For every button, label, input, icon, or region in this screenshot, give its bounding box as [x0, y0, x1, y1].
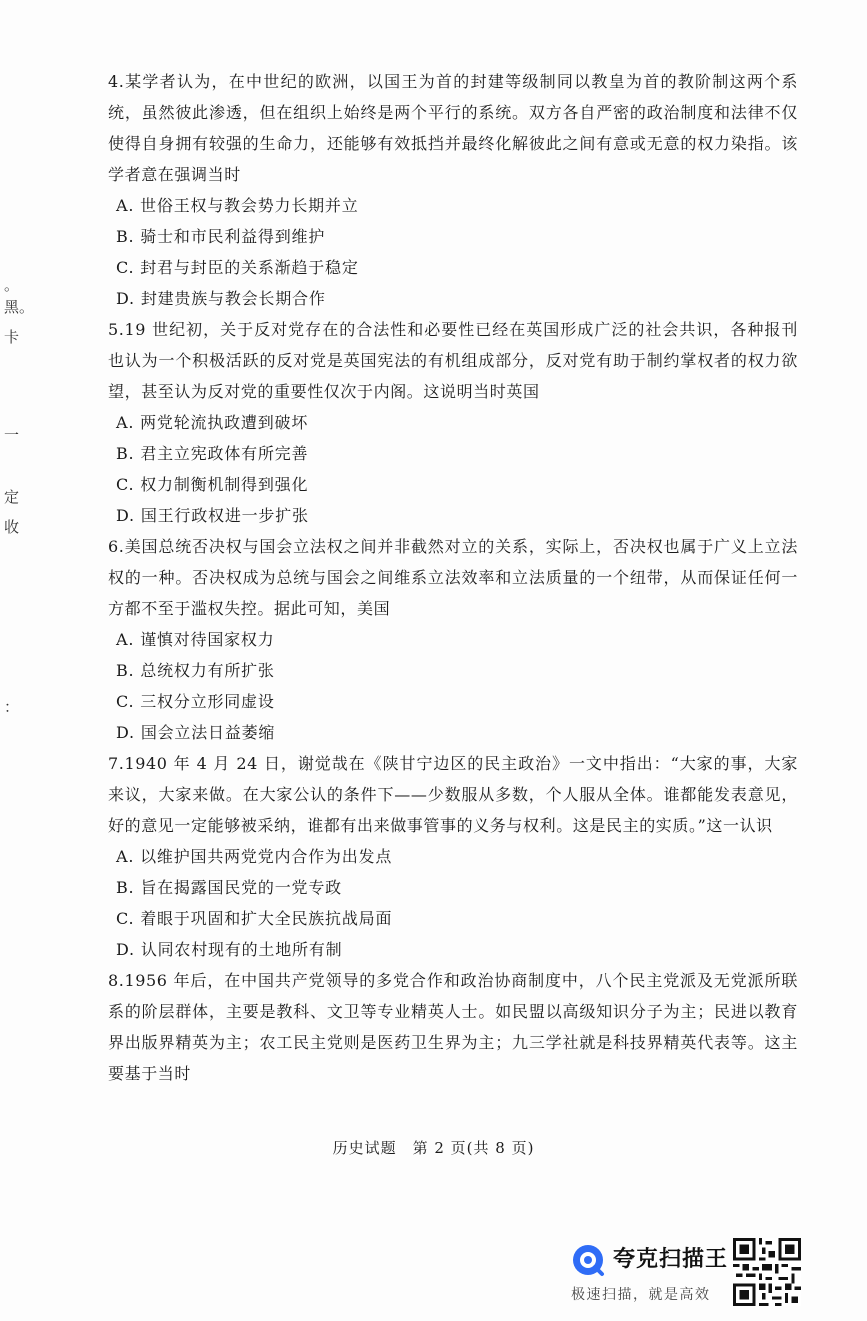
question-stem: 5.19 世纪初，关于反对党存在的合法性和必要性已经在英国形成广泛的社会共识，各种报刊也认为一个积极活跃的反对党是英国宪法的有机组成部分，反对党有助于制约掌权者的权力欲望，甚至认为反对党的重要性仅次于内阁。这说明当时英国: [108, 320, 798, 401]
question-7: [108, 748, 798, 965]
option-c: C. 封君与封臣的关系渐趋于稳定: [116, 258, 359, 277]
margin-mark: 收: [4, 518, 20, 536]
option-d: D. 封建贵族与教会长期合作: [116, 289, 326, 308]
margin-mark: 。: [4, 276, 20, 294]
option-b: B. 旨在揭露国民党的一党专政: [116, 878, 342, 897]
option-a: A. 谨慎对待国家权力: [116, 630, 275, 649]
question-4: [108, 66, 798, 314]
question-6: [108, 531, 798, 748]
option-d: D. 国会立法日益萎缩: [116, 723, 276, 742]
watermark-title: 夸克扫描王: [613, 1247, 729, 1272]
option-d: D. 国王行政权进一步扩张: [116, 506, 309, 525]
margin-mark: 一: [4, 426, 20, 444]
qr-code-icon: [733, 1238, 801, 1306]
page-footer: 历史试题 第 2 页(共 8 页): [332, 1139, 535, 1157]
option-b: B. 总统权力有所扩张: [116, 661, 275, 680]
option-list: [108, 624, 798, 748]
margin-mark: 卡: [4, 328, 20, 346]
margin-mark: 黑。: [4, 298, 35, 316]
margin-mark: 定: [4, 488, 20, 506]
quark-logo-icon: [571, 1243, 605, 1277]
question-stem: 4.某学者认为，在中世纪的欧洲，以国王为首的封建等级制同以教皇为首的教阶制这两个系统，虽然彼此渗透，但在组织上始终是两个平行的系统。双方各自严密的政治制度和法律不仅使得自身拥有较强的生命力，还能够有效抵挡并最终化解彼此之间有意或无意的权力染指。该学者意在强调当时: [108, 72, 798, 184]
watermark-subtitle: 极速扫描，就是高效: [571, 1287, 711, 1303]
option-a: A. 以维护国共两党党内合作为出发点: [116, 847, 393, 866]
option-a: A. 世俗王权与教会势力长期并立: [116, 196, 359, 215]
option-a: A. 两党轮流执政遭到破坏: [116, 413, 309, 432]
binding-margin: [0, 0, 40, 1321]
question-stem: 6.美国总统否决权与国会立法权之间并非截然对立的关系，实际上，否决权也属于广义上立法权的一种。否决权成为总统与国会之间维系立法效率和立法质量的一个纽带，从而保证任何一方都不至于滥权失控。据此可知，美国: [108, 537, 798, 618]
scanner-watermark: [571, 1240, 731, 1304]
question-stem: 7.1940 年 4 月 24 日，谢觉哉在《陕甘宁边区的民主政治》一文中指出：“大家的事，大家来议，大家来做。在大家公认的条件下——少数服从多数，个人服从全体。谁都能发表意见，好的意见一定能够被采纳，谁都有出来做事管事的义务与权利。这是民主的实质。”这一认识: [108, 754, 798, 835]
option-list: [108, 407, 798, 531]
margin-mark: ：: [4, 698, 20, 716]
question-8: [108, 965, 798, 1089]
option-list: [108, 841, 798, 965]
option-b: B. 骑士和市民利益得到维护: [116, 227, 326, 246]
question-stem: 8.1956 年后，在中国共产党领导的多党合作和政治协商制度中，八个民主党派及无党派所联系的阶层群体，主要是教科、文卫等专业精英人士。如民盟以高级知识分子为主；民进以教育界出版界精英为主；农工民主党则是医药卫生界为主；九三学社就是科技界精英代表等。这主要基于当时: [108, 971, 798, 1083]
option-d: D. 认同农村现有的土地所有制: [116, 940, 343, 959]
option-list: [108, 190, 798, 314]
option-c: C. 着眼于巩固和扩大全民族抗战局面: [116, 909, 393, 928]
question-5: [108, 314, 798, 531]
option-c: C. 三权分立形同虚设: [116, 692, 275, 711]
option-b: B. 君主立宪政体有所完善: [116, 444, 309, 463]
option-c: C. 权力制衡机制得到强化: [116, 475, 309, 494]
question-list: [108, 66, 798, 1089]
